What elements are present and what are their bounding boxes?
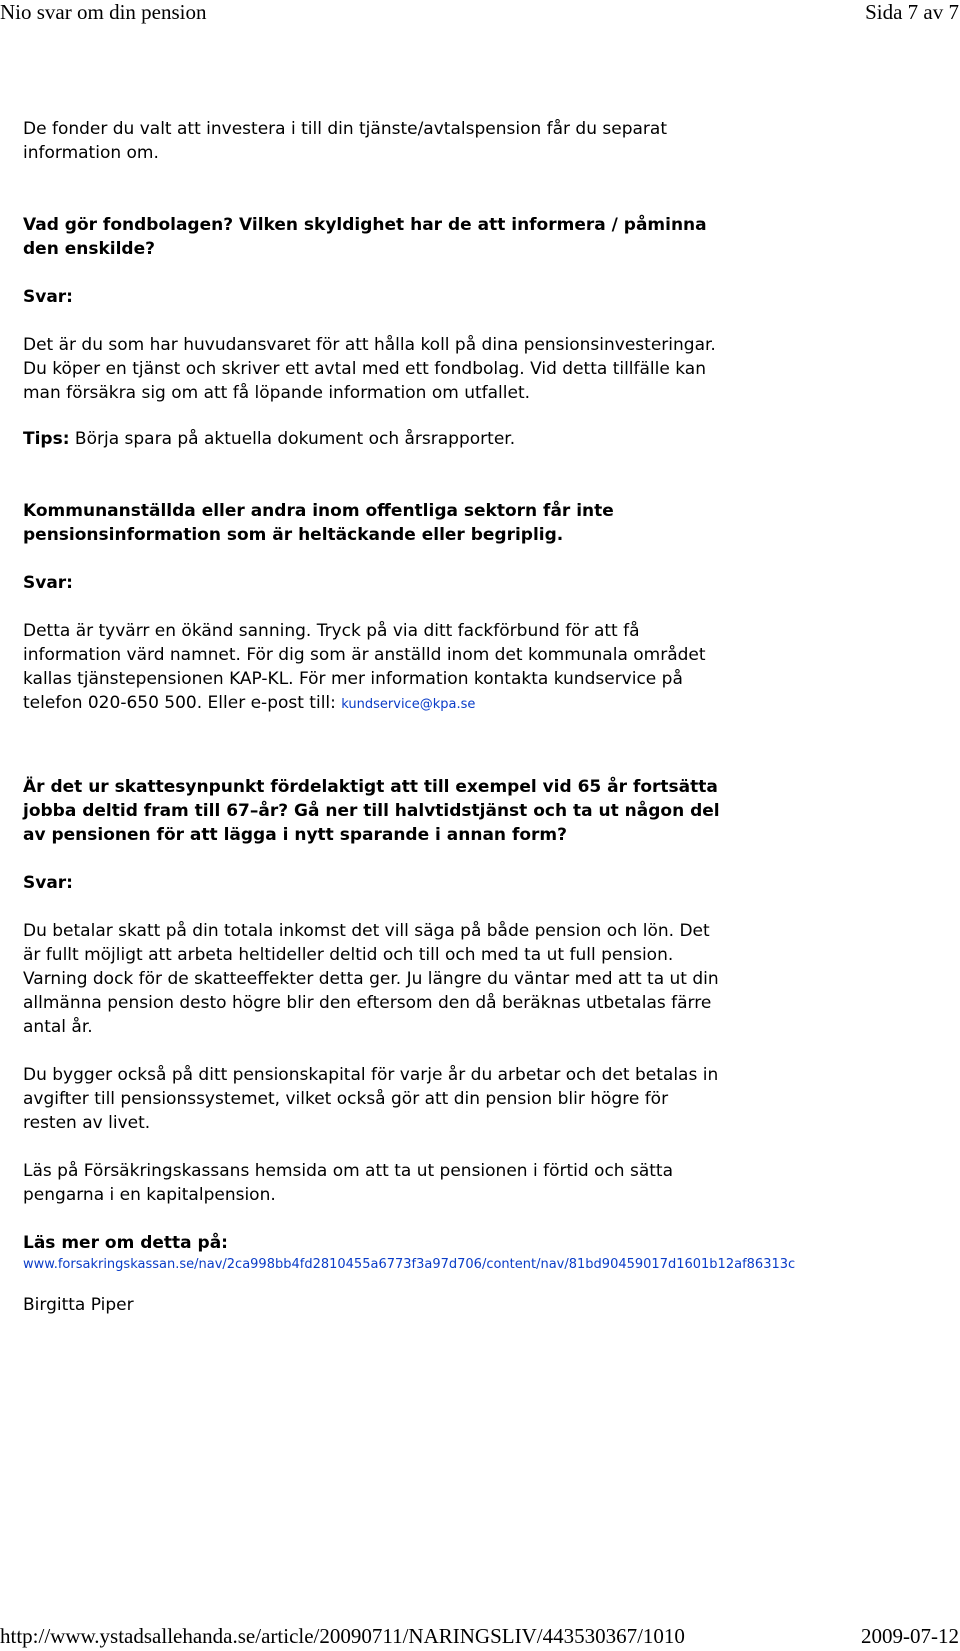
- answer-label-1: Svar:: [23, 287, 73, 307]
- answer-label-3: Svar:: [23, 873, 73, 893]
- answer-3-paragraph-3: Läs på Försäkringskassans hemsida om att ta ut pensionen i förtid och sätta pengarna i en kapitalpension.: [23, 1161, 673, 1205]
- tips-paragraph: [23, 427, 723, 451]
- article-body: [23, 117, 796, 1317]
- document-title: Nio svar om din pension: [0, 0, 207, 24]
- answer-2: [23, 619, 723, 717]
- answer-3-paragraph-2: Du bygger också på ditt pensionskapital för varje år du arbetar och det betalas in avgifter till pensionssystemet, vilket också gör att din pension blir högre för resten av livet.: [23, 1065, 719, 1133]
- answer-3-paragraph-1: Du betalar skatt på din totala inkomst det vill säga på både pension och lön. Det är fullt möjligt att arbeta heltideller deltid och till och med ta ut full pension. Varning dock för de skatteeffekter detta ger. Ju längre du väntar med att ta ut din allmänna pension desto högre blir den eftersom den då beräknas utbetalas färre antal år.: [23, 921, 719, 1037]
- email-link[interactable]: kundservice@kpa.se: [341, 697, 476, 712]
- tips-text: Börja spara på aktuella dokument och årsrapporter.: [69, 429, 516, 449]
- footer-url: http://www.ystadsallehanda.se/article/20090711/NARINGSLIV/443530367/1010: [0, 1624, 685, 1648]
- footer-date: 2009-07-12: [861, 1624, 959, 1648]
- question-1: Vad gör fondbolagen? Vilken skyldighet har de att informera / påminna den enskilde?: [23, 215, 707, 259]
- answer-label-2: Svar:: [23, 573, 73, 593]
- page-number: Sida 7 av 7: [865, 0, 959, 24]
- answer-2-text: Detta är tyvärr en ökänd sanning. Tryck på via ditt fackförbund för att få information värd namnet. För dig som är anställd inom det kommunala området kallas tjänstepensionen KAP-KL. För mer information kontakta kundservice på telefon 020-650 500. Eller e-post till:: [23, 621, 706, 713]
- intro-paragraph: De fonder du valt att investera i till din tjänste/avtalspension får du separat information om.: [23, 119, 667, 163]
- author: Birgitta Piper: [23, 1295, 134, 1315]
- question-2: Kommunanställda eller andra inom offentliga sektorn får inte pensionsinformation som är heltäckande eller begriplig.: [23, 501, 614, 545]
- answer-1: Det är du som har huvudansvaret för att hålla koll på dina pensionsinvesteringar. Du köper en tjänst och skriver ett avtal med ett fondbolag. Vid detta tillfälle kan man försäkra sig om att få löpande information om utfallet.: [23, 335, 716, 403]
- question-3: Är det ur skattesynpunkt fördelaktigt att till exempel vid 65 år fortsätta jobba deltid fram till 67–år? Gå ner till halvtidstjänst och ta ut någon del av pensionen för att lägga i nytt sparande i annan form?: [23, 777, 720, 845]
- page-header: [0, 0, 960, 30]
- tips-label: Tips:: [23, 429, 70, 449]
- read-more-label: Läs mer om detta på:: [23, 1233, 228, 1253]
- page-footer: [0, 1623, 960, 1651]
- read-more-link[interactable]: www.forsakringskassan.se/nav/2ca998bb4fd2810455a6773f3a97d706/content/nav/81bd90459017d1601b12af86313c: [23, 1257, 796, 1272]
